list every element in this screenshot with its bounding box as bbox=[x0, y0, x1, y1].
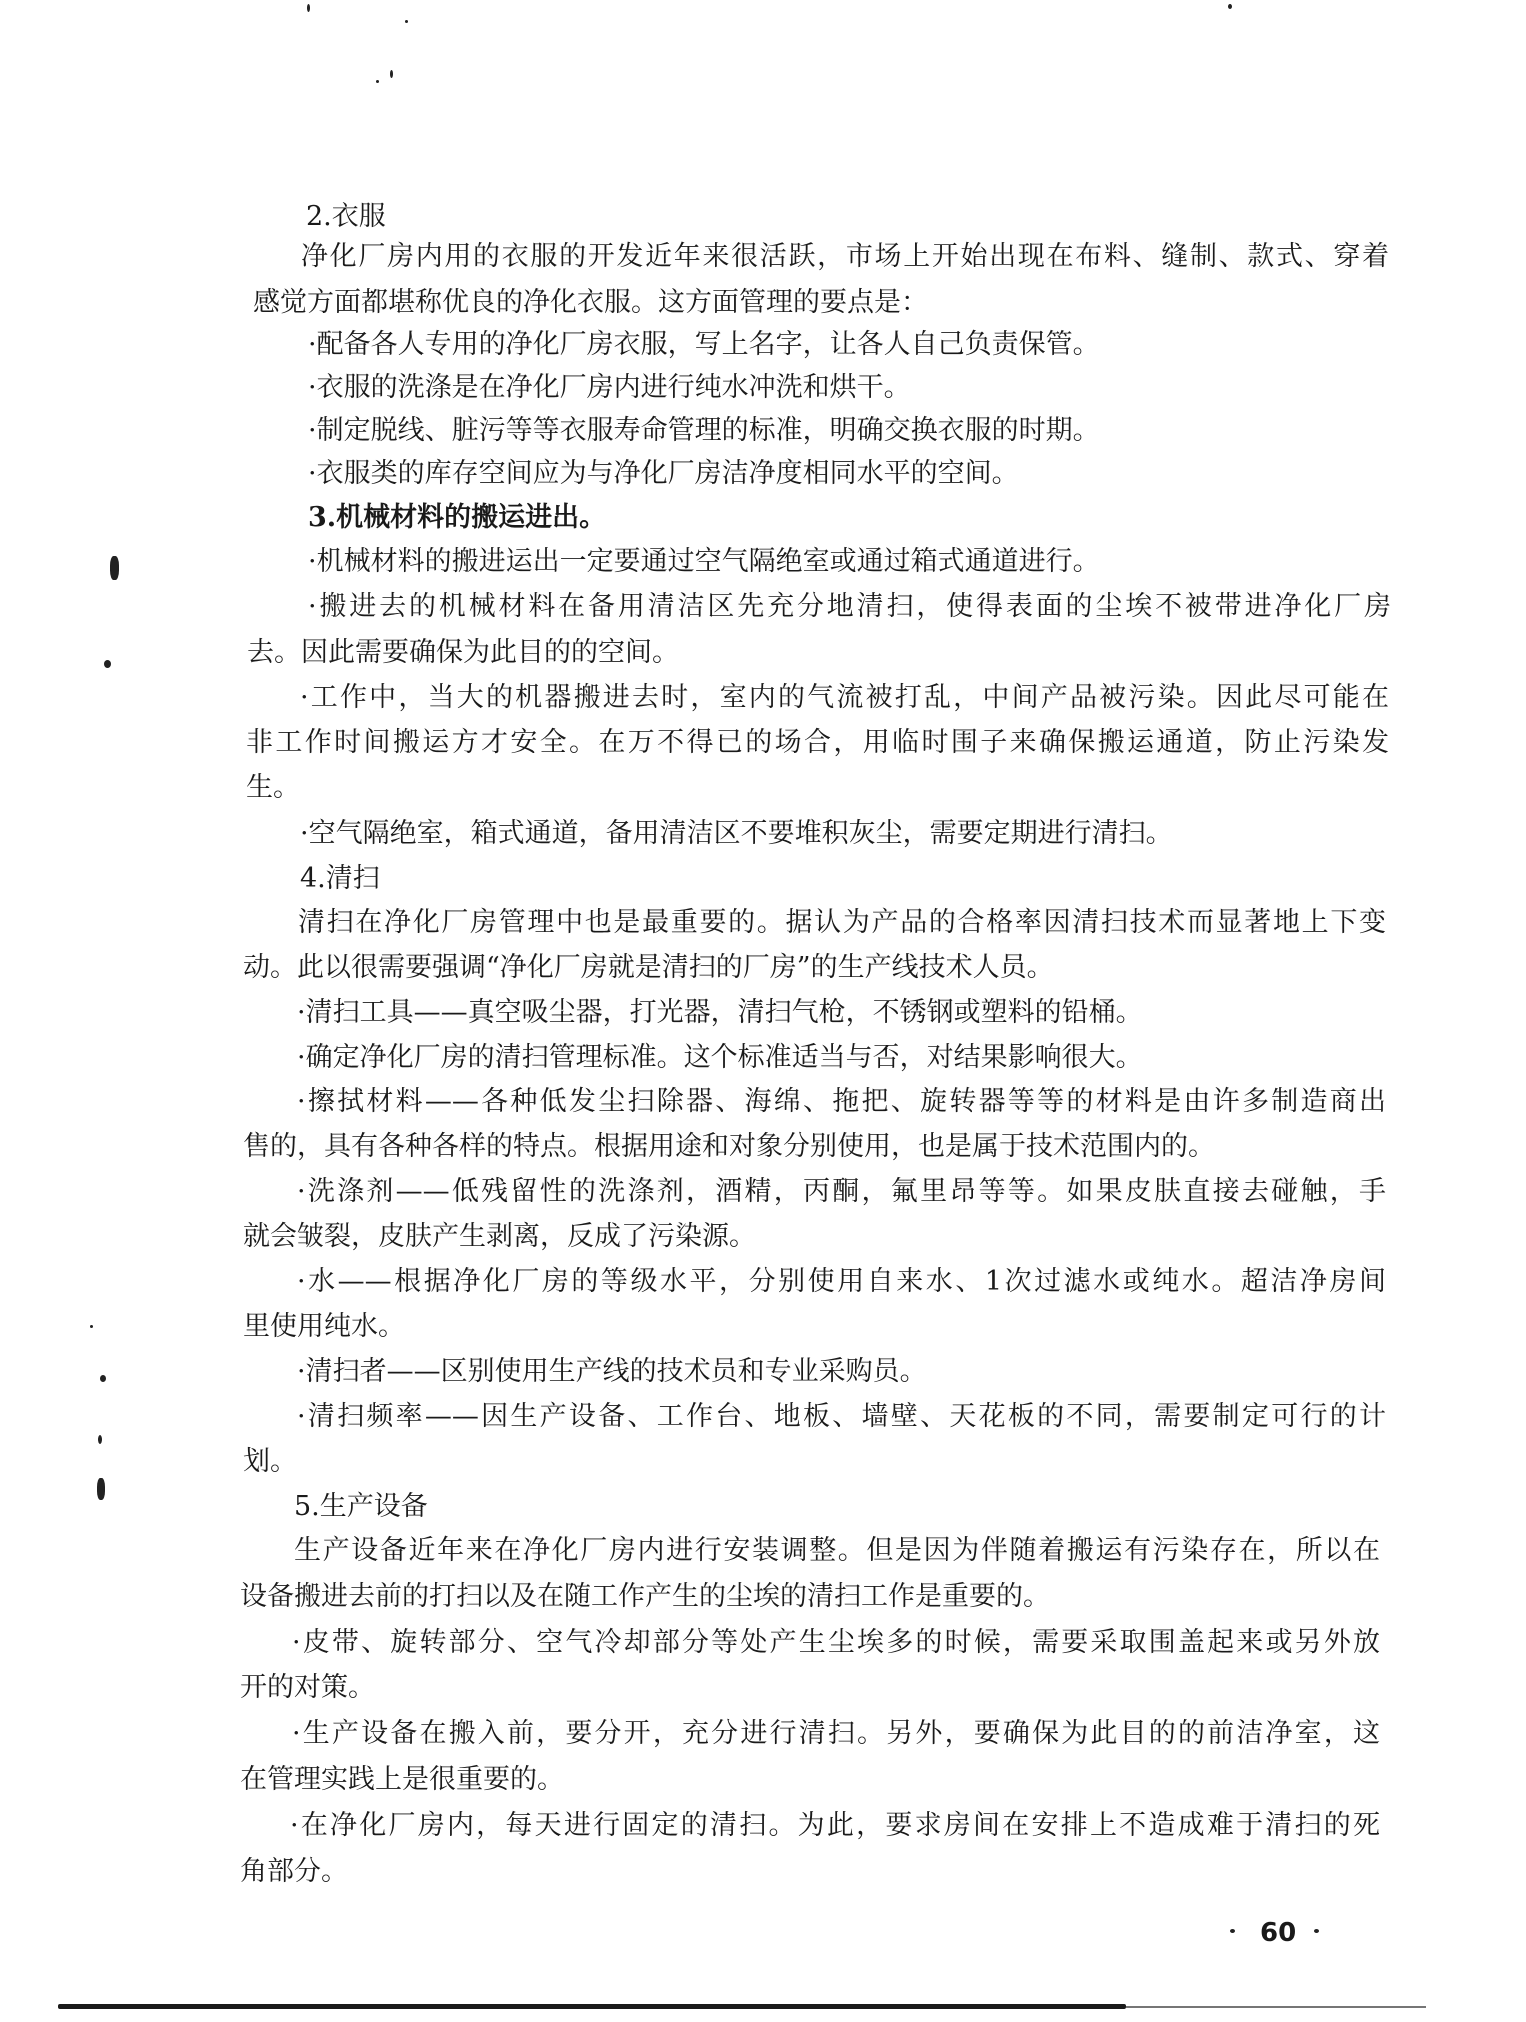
scan-speck bbox=[1228, 4, 1232, 9]
section-heading-cleaning: 4.清扫 bbox=[300, 863, 380, 894]
paragraph-line: 角部分。 bbox=[240, 1856, 348, 1887]
bullet-line: ·空气隔绝室，箱式通道，备用清洁区不要堆积灰尘，需要定期进行清扫。 bbox=[300, 818, 1173, 849]
scan-speck bbox=[1314, 1929, 1319, 1933]
bullet-line: ·搬进去的机械材料在备用清洁区先充分地清扫，使得表面的尘埃不被带进净化厂房 bbox=[308, 591, 1391, 622]
bullet-line: ·擦拭材料——各种低发尘扫除器、海绵、拖把、旋转器等等的材料是由许多制造商出 bbox=[297, 1086, 1386, 1117]
paragraph-line: 清扫在净化厂房管理中也是最重要的。据认为产品的合格率因清扫技术而显著地上下变 bbox=[298, 907, 1386, 938]
paragraph-line: 去。因此需要确保为此目的的空间。 bbox=[247, 637, 679, 668]
paragraph-line: 净化厂房内用的衣服的开发近年来很活跃，市场上开始出现在布料、缝制、款式、穿着 bbox=[301, 241, 1389, 272]
scan-speck bbox=[97, 1478, 105, 1500]
paragraph-line: 生。 bbox=[246, 772, 300, 803]
paragraph-line: 在管理实践上是很重要的。 bbox=[240, 1764, 564, 1795]
bottom-page-rule-thin bbox=[1126, 2006, 1426, 2008]
paragraph-line: 划。 bbox=[243, 1446, 297, 1477]
scan-speck bbox=[307, 4, 310, 12]
paragraph-line: 就会皱裂，皮肤产生剥离，反成了污染源。 bbox=[243, 1221, 756, 1252]
scan-speck bbox=[98, 1435, 102, 1444]
bullet-line: ·清扫者——区别使用生产线的技术员和专业采购员。 bbox=[297, 1356, 927, 1387]
bullet-line: ·清扫频率——因生产设备、工作台、地板、墙壁、天花板的不同，需要制定可行的计 bbox=[297, 1401, 1386, 1432]
paragraph-line: 设备搬进去前的打扫以及在随工作产生的尘埃的清扫工作是重要的。 bbox=[240, 1581, 1050, 1612]
section-heading-materials: 3.机械材料的搬运进出。 bbox=[308, 502, 607, 533]
scan-speck bbox=[1230, 1929, 1235, 1933]
bullet-line: ·水——根据净化厂房的等级水平，分别使用自来水、1次过滤水或纯水。超洁净房间 bbox=[297, 1266, 1386, 1297]
scan-speck bbox=[376, 80, 379, 83]
paragraph-line: 开的对策。 bbox=[240, 1672, 375, 1703]
bullet-line: ·洗涤剂——低残留性的洗涤剂，酒精，丙酮，氟里昂等等。如果皮肤直接去碰触，手 bbox=[297, 1176, 1386, 1207]
scan-speck bbox=[390, 70, 393, 78]
paragraph-line: 非工作时间搬运方才安全。在万不得已的场合，用临时围子来确保搬运通道，防止污染发 bbox=[246, 727, 1389, 758]
bullet-line: ·机械材料的搬进运出一定要通过空气隔绝室或通过箱式通道进行。 bbox=[308, 546, 1100, 577]
paragraph-line: 生产设备近年来在净化厂房内进行安装调整。但是因为伴随着搬运有污染存在，所以在 bbox=[294, 1535, 1380, 1566]
bullet-line: ·清扫工具——真空吸尘器，打光器，清扫气枪，不锈钢或塑料的铅桶。 bbox=[297, 997, 1143, 1028]
scan-speck bbox=[90, 1325, 93, 1328]
paragraph-line: 动。此以很需要强调“净化厂房就是清扫的厂房”的生产线技术人员。 bbox=[243, 952, 1054, 983]
bullet-line: ·生产设备在搬入前，要分开，充分进行清扫。另外，要确保为此目的的前洁净室，这 bbox=[292, 1718, 1380, 1749]
scan-speck bbox=[104, 660, 111, 668]
section-heading-equipment: 5.生产设备 bbox=[294, 1491, 428, 1522]
bullet-line: ·衣服类的库存空间应为与净化厂房洁净度相同水平的空间。 bbox=[308, 458, 1019, 489]
bullet-line: ·皮带、旋转部分、空气冷却部分等处产生尘埃多的时候，需要采取围盖起来或另外放 bbox=[292, 1627, 1380, 1658]
paragraph-line: 售的，具有各种各样的特点。根据用途和对象分别使用，也是属于技术范围内的。 bbox=[243, 1131, 1215, 1162]
scan-speck bbox=[110, 556, 119, 580]
bullet-line: ·制定脱线、脏污等等衣服寿命管理的标准，明确交换衣服的时期。 bbox=[308, 415, 1100, 446]
bullet-line: ·在净化厂房内，每天进行固定的清扫。为此，要求房间在安排上不造成难于清扫的死 bbox=[290, 1810, 1380, 1841]
bullet-line: ·衣服的洗涤是在净化厂房内进行纯水冲洗和烘干。 bbox=[308, 372, 911, 403]
paragraph-line: 感觉方面都堪称优良的净化衣服。这方面管理的要点是： bbox=[253, 287, 928, 318]
scan-speck bbox=[100, 1375, 106, 1382]
bullet-line: ·工作中，当大的机器搬进去时，室内的气流被打乱，中间产品被污染。因此尽可能在 bbox=[300, 682, 1389, 713]
bottom-page-rule bbox=[58, 2004, 1126, 2009]
paragraph-line: 里使用纯水。 bbox=[243, 1311, 405, 1342]
section-heading-clothing: 2.衣服 bbox=[306, 201, 386, 232]
bullet-line: ·配备各人专用的净化厂房衣服，写上名字，让各人自己负责保管。 bbox=[308, 329, 1100, 360]
scan-speck bbox=[405, 20, 408, 23]
page-number: 60 bbox=[1260, 1918, 1297, 1948]
bullet-line: ·确定净化厂房的清扫管理标准。这个标准适当与否，对结果影响很大。 bbox=[297, 1042, 1143, 1073]
